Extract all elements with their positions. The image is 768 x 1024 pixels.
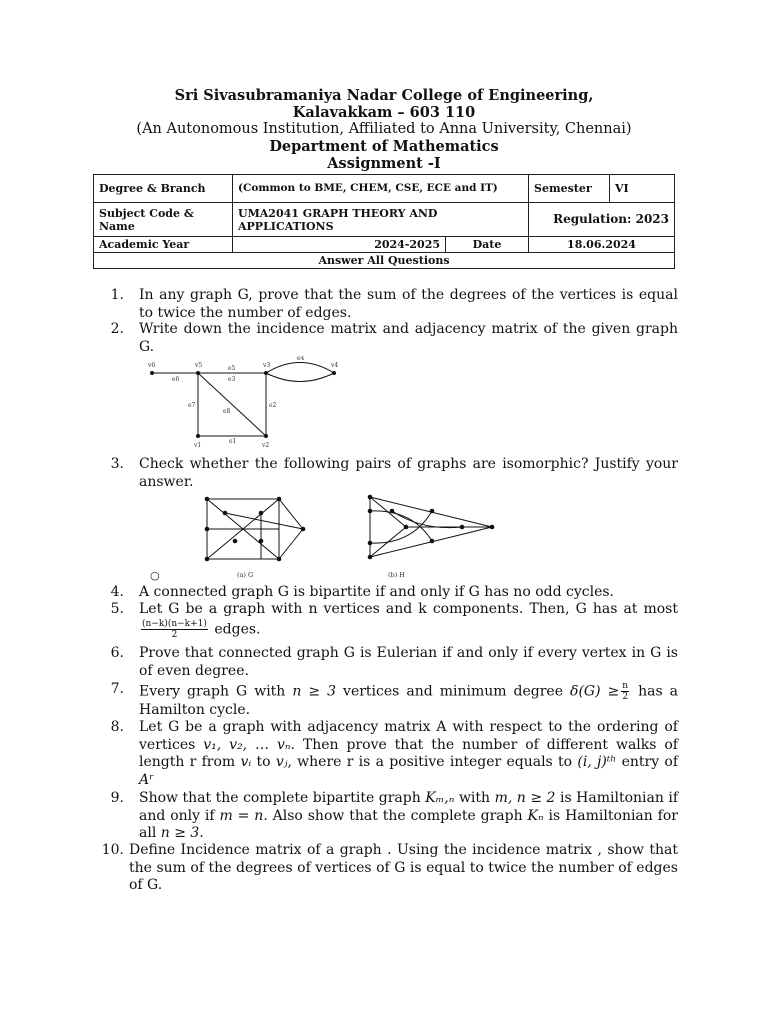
vertex-v6	[150, 371, 154, 375]
question-text-part: Let G be a graph with adjacency matrix A with respect to the ordering of vertices	[139, 719, 678, 753]
question-10	[101, 842, 678, 895]
question-text-part: with	[458, 790, 491, 806]
question-text	[139, 790, 678, 843]
caption-g: (a) G	[237, 571, 254, 579]
semester-label: Semester	[529, 175, 610, 203]
vertex-v3	[264, 371, 268, 375]
question-7	[112, 681, 678, 720]
question-text: Define Incidence matrix of a graph . Using the incidence matrix , show that the sum of the degrees of vertices of G is equal to twice the number of edges of G.	[129, 842, 678, 893]
question-text-part: entry of	[621, 754, 679, 770]
question-text-part: Every graph G with	[139, 683, 286, 700]
edge-e4-upper	[266, 363, 334, 374]
question-number: 6.	[110, 645, 124, 661]
question-2	[112, 321, 678, 356]
math-expression: Aʳ	[139, 771, 154, 788]
label-v5: v5	[195, 362, 203, 369]
question-text: Check whether the following pairs of graphs are isomorphic? Justify your answer.	[139, 456, 678, 490]
date-label: Date	[446, 237, 529, 253]
label-v1: v1	[194, 442, 202, 449]
instruction: Answer All Questions	[94, 253, 675, 269]
question-text-part: to	[256, 754, 271, 770]
label-v2: v2	[262, 442, 270, 449]
date-value: 18.06.2024	[529, 237, 675, 253]
label-v4: v4	[331, 362, 339, 369]
assignment-title: Assignment -I	[327, 155, 441, 172]
label-e4: e4	[297, 356, 305, 362]
question-5	[112, 601, 678, 640]
question-8	[112, 719, 678, 789]
subject-label: Subject Code & Name	[94, 203, 233, 237]
question-number: 9.	[110, 790, 124, 806]
fraction	[621, 681, 629, 702]
question-text-part: . Also show that the complete graph	[263, 807, 523, 824]
question-text-part: .	[199, 825, 204, 841]
graph-g-iso-figure	[195, 493, 325, 581]
question-4	[112, 584, 678, 602]
stray-mark: ○	[150, 569, 160, 582]
question-text-part: has a Hamilton cycle.	[139, 683, 679, 718]
vertex-v5	[196, 371, 200, 375]
edge-e4-lower	[266, 373, 334, 382]
year-value: 2024-2025	[233, 237, 446, 253]
graph-g-figure	[140, 356, 350, 454]
degree-value: (Common to BME, CHEM, CSE, ECE and IT)	[233, 175, 529, 203]
graph-h-iso-figure	[362, 491, 502, 581]
label-e3: e3	[228, 376, 236, 383]
question-text: A connected graph G is bipartite if and only if G has no odd cycles.	[139, 584, 614, 600]
question-number: 2.	[110, 321, 124, 337]
label-e2: e2	[269, 402, 277, 409]
question-number: 3.	[110, 456, 124, 472]
math-expression: Kₘ,ₙ	[425, 790, 455, 806]
question-text	[139, 601, 678, 640]
question-text-part: vertices and minimum degree	[343, 683, 563, 700]
math-expression: n ≥ 3	[160, 825, 200, 841]
question-9	[112, 790, 678, 843]
degree-label: Degree & Branch	[94, 175, 233, 203]
semester-value: VI	[610, 175, 675, 203]
info-table	[93, 174, 675, 269]
question-text-part: is Hamiltonian if and only if	[139, 790, 679, 824]
question-text-part: . Then prove that the number of different walks of length r from	[139, 736, 678, 770]
question-6	[112, 645, 678, 680]
label-e5: e5	[228, 365, 236, 372]
subject-value: UMA2041 GRAPH THEORY AND APPLICATIONS	[233, 203, 529, 237]
fraction-denominator: 2	[171, 629, 178, 640]
question-text-part: , where r is a positive integer equals to	[287, 754, 573, 770]
vertex-v4	[332, 371, 336, 375]
vertex-v1	[196, 434, 200, 438]
question-number: 8.	[110, 719, 124, 735]
question-number: 10.	[101, 842, 124, 858]
label-e7: e7	[188, 402, 196, 409]
math-expression: v₁, v₂, … vₙ	[203, 736, 291, 753]
question-number: 1.	[110, 287, 124, 303]
fraction-denominator: 2	[622, 692, 629, 702]
question-text: Write down the incidence matrix and adjacency matrix of the given graph G.	[139, 321, 678, 355]
math-expression: δ(G) ≥	[570, 683, 620, 700]
math-expression: vᵢ	[240, 754, 252, 770]
college-affiliation: (An Autonomous Institution, Affiliated to Anna University, Chennai)	[136, 121, 632, 137]
math-expression: n ≥ 3	[292, 683, 337, 700]
question-text-part: is Hamiltonian for all	[139, 807, 678, 841]
question-1	[112, 287, 678, 322]
math-expression: vⱼ	[275, 754, 288, 770]
question-number: 4.	[110, 584, 124, 600]
math-expression: m, n ≥ 2	[494, 790, 556, 806]
question-text: In any graph G, prove that the sum of the degrees of the vertices is equal to twice the number of edges.	[139, 287, 678, 321]
question-text-part: Let G be a graph with n vertices and k components. Then, G has at most	[139, 601, 678, 617]
regulation: Regulation: 2023	[529, 203, 675, 237]
caption-h: (b) H	[388, 571, 405, 579]
year-label: Academic Year	[94, 237, 233, 253]
question-text-part: edges.	[214, 621, 261, 637]
math-expression: m = n	[219, 807, 264, 824]
fraction-numerator: n	[622, 681, 629, 691]
question-3	[112, 456, 678, 491]
question-text	[139, 681, 678, 720]
math-expression: (i, j)ᵗʰ	[577, 754, 617, 770]
label-v3: v3	[263, 362, 271, 369]
college-location: Kalavakkam – 603 110	[292, 104, 476, 121]
label-e8: e8	[223, 408, 231, 415]
fraction-numerator: (n−k)(n−k+1)	[142, 618, 207, 629]
label-e1: e1	[229, 438, 237, 445]
fraction	[141, 619, 208, 640]
department-name: Department of Mathematics	[269, 138, 499, 155]
label-v6: v6	[148, 362, 156, 369]
math-expression: Kₙ	[527, 807, 544, 824]
question-text-part: Show that the complete bipartite graph	[139, 790, 421, 806]
vertex-v2	[264, 434, 268, 438]
label-e6: e6	[172, 376, 180, 383]
college-name: Sri Sivasubramaniya Nadar College of Engineering,	[174, 87, 594, 104]
question-number: 7.	[110, 681, 124, 697]
question-number: 5.	[110, 601, 124, 617]
question-text: Prove that connected graph G is Eulerian if and only if every vertex in G is of even degree.	[139, 645, 678, 679]
question-text	[139, 719, 678, 789]
